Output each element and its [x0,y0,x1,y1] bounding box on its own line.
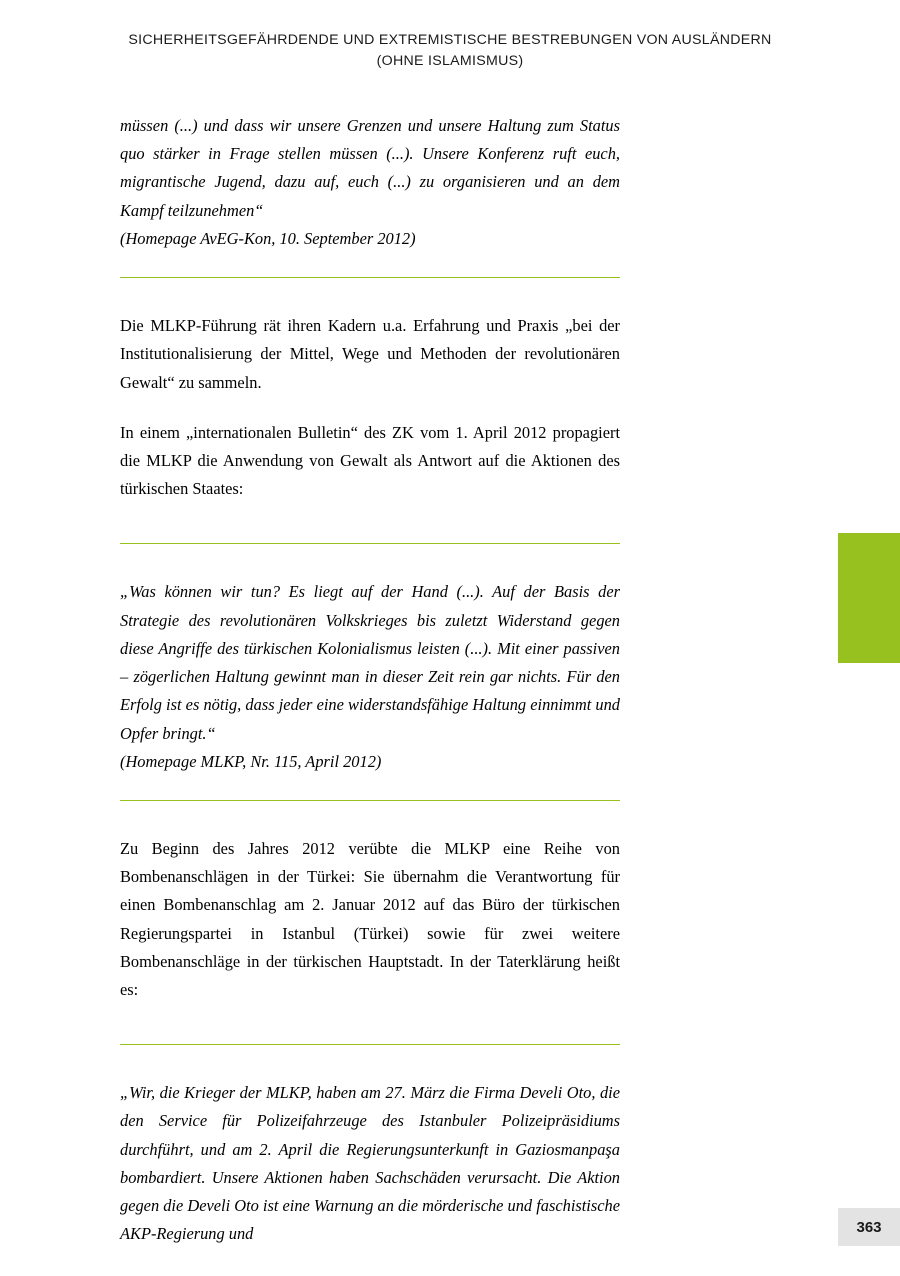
quote-block-1-text: müssen (...) und dass wir unsere Grenzen und unsere Haltung zum Status quo stärker in Frage stellen müssen (...). Unsere Konferenz ruft euch, migrantische Jugend, dazu auf, euch (...) zu organisieren und an dem Kampf teilzunehmen“ [120,116,620,220]
text-column [120,112,620,1249]
spacer [120,776,620,800]
spacer [120,544,620,578]
running-header-line-1: SICHERHEITSGEFÄHRDENDE UND EXTREMISTISCHE BESTREBUNGEN VON AUSLÄNDERN [128,32,772,48]
body-paragraph-1: Die MLKP-Führung rät ihren Kadern u.a. Erfahrung und Praxis „bei der Institutionalisierung der Mittel, Wege und Methoden der revolutionären Gewalt“ zu sammeln. [120,316,620,392]
green-margin-tab [838,533,900,663]
spacer [120,253,620,277]
spacer [120,503,620,543]
spacer [120,278,620,312]
quote-block-1-source: (Homepage AvEG-Kon, 10. September 2012) [120,228,416,248]
spacer [120,1004,620,1044]
body-paragraph-3: Zu Beginn des Jahres 2012 verübte die MLKP eine Reihe von Bombenanschlägen in der Türkei: Sie übernahm die Verantwortung für einen Bombenanschlag am 2. Januar 2012 auf das Büro der türkischen Regierungspartei in Istanbul (Türkei) sowie für zwei weitere Bombenanschläge in der türkischen Hauptstadt. In der Taterklärung heißt es: [120,838,620,1000]
spacer [120,397,620,419]
body-paragraph-2: In einem „internationalen Bulletin“ des ZK vom 1. April 2012 propagiert die MLKP die Anwendung von Gewalt als Antwort auf die Aktionen des türkischen Staates: [120,422,620,499]
page-number-badge: 363 [838,1208,900,1246]
quote-block-2-text: „Was können wir tun? Es liegt auf der Hand (...). Auf der Basis der Strategie des revolutionären Volkskrieges bis zuletzt Widerstand gegen diese Angriffe des türkischen Kolonialismus leisten (...). Mit einer passiven – zögerlichen Haltung gewinnt man in dieser Zeit rein gar nichts. Für den Erfolg ist es nötig, dass jeder eine widerstandsfähige Haltung einnimmt und Opfer bringt.“ [120,582,620,743]
quote-block-3-text: „Wir, die Krieger der MLKP, haben am 27. März die Firma Develi Oto, die den Service für Polizeifahrzeuge des Istanbuler Polizeipräsidiums durchführt, und am 2. April die Regierungsunterkunft in Gaziosmanpaşa bombardiert. Unsere Aktionen haben Sachschäden verursacht. Die Aktion gegen die Develi Oto ist eine Warnung an die mörderische und faschistische AKP-Regierung und [120,1083,620,1244]
spacer [120,1045,620,1079]
spacer [120,801,620,835]
running-header-line-2: (OHNE ISLAMISMUS) [376,53,524,70]
running-header [0,30,900,73]
quote-block-2-source: (Homepage MLKP, Nr. 115, April 2012) [120,751,382,771]
